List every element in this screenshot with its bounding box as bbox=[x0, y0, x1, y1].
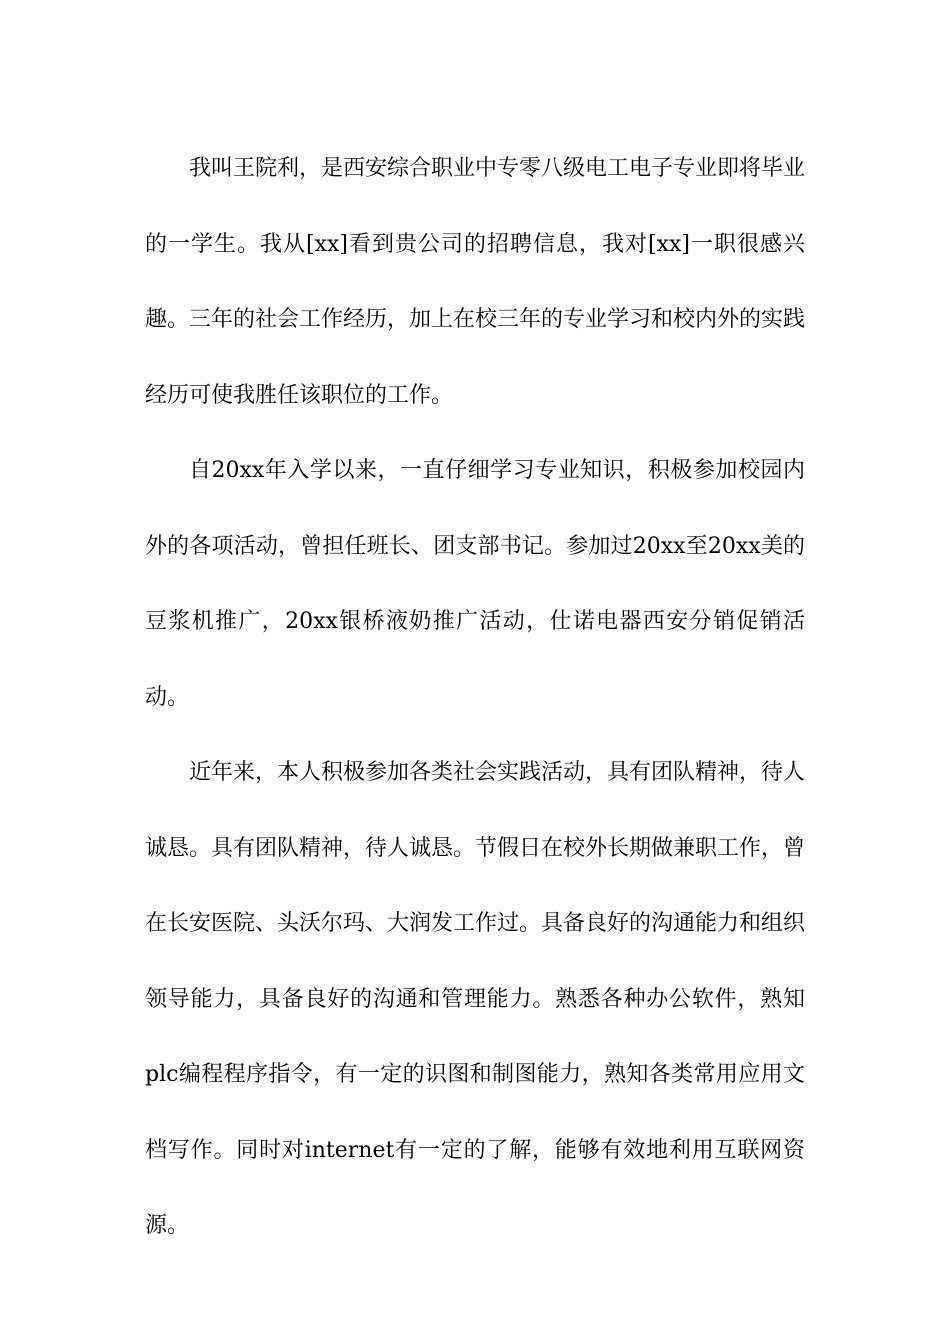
paragraph-2: 自20xx年入学以来，一直仔细学习专业知识，积极参加校园内外的各项活动，曾担任班长、团支部书记。参加过20xx至20xx美的豆浆机推广，20xx银桥液奶推广活动，仕诺电器西安分销促销活动。 bbox=[145, 458, 805, 710]
paragraph-1: 我叫王院利，是西安综合职业中专零八级电工电子专业即将毕业的一学生。我从[xx]看到贵公司的招聘信息，我对[xx]一职很感兴趣。三年的社会工作经历，加上在校三年的专业学习和校内外的实践经历可使我胜任该职位的工作。 bbox=[145, 156, 806, 408]
paragraph-3: 近年来，本人积极参加各类社会实践活动，具有团队精神，待人诚恳。具有团队精神，待人诚恳。节假日在校外长期做兼职工作，曾在长安医院、头沃尔玛、大润发工作过。具备良好的沟通能力和组织领导能力，具备良好的沟通和管理能力。熟悉各种办公软件，熟知plc编程程序指令，有一定的识图和制图能力，熟知各类常用应用文档写作。同时对internet有一定的了解，能够有效地利用互联网资源。 bbox=[145, 760, 806, 1238]
document-body bbox=[145, 131, 805, 1264]
